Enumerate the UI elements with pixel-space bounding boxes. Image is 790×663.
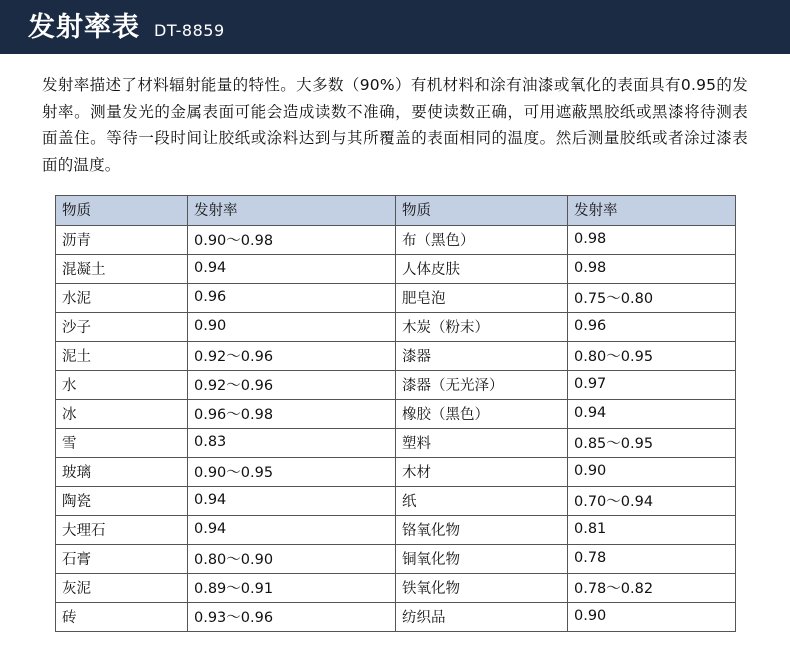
cell-emissivity-2: 0.94 <box>568 399 736 428</box>
cell-emissivity-1: 0.83 <box>188 428 396 457</box>
cell-material-1: 混凝土 <box>56 254 188 283</box>
cell-emissivity-1: 0.90～0.98 <box>188 225 396 254</box>
table-row <box>56 515 736 544</box>
column-header-emissivity-1: 发射率 <box>188 195 396 225</box>
cell-material-1: 大理石 <box>56 515 188 544</box>
cell-emissivity-2: 0.78～0.82 <box>568 573 736 602</box>
cell-material-1: 玻璃 <box>56 457 188 486</box>
cell-material-2: 漆器（无光泽） <box>396 370 568 399</box>
cell-emissivity-1: 0.94 <box>188 515 396 544</box>
cell-material-1: 冰 <box>56 399 188 428</box>
cell-material-2: 木材 <box>396 457 568 486</box>
table-row <box>56 341 736 370</box>
page-header <box>0 0 790 54</box>
cell-material-1: 泥土 <box>56 341 188 370</box>
cell-material-2: 铁氧化物 <box>396 573 568 602</box>
cell-emissivity-1: 0.89～0.91 <box>188 573 396 602</box>
cell-material-1: 沙子 <box>56 312 188 341</box>
cell-material-2: 人体皮肤 <box>396 254 568 283</box>
cell-material-1: 砖 <box>56 602 188 631</box>
cell-material-1: 水 <box>56 370 188 399</box>
table-row <box>56 254 736 283</box>
page-title: 发射率表 <box>28 11 140 43</box>
cell-emissivity-1: 0.80～0.90 <box>188 544 396 573</box>
cell-emissivity-1: 0.90 <box>188 312 396 341</box>
table-header-row-group <box>56 195 736 225</box>
cell-material-2: 橡胶（黑色） <box>396 399 568 428</box>
cell-emissivity-1: 0.92～0.96 <box>188 341 396 370</box>
table-row <box>56 370 736 399</box>
intro-paragraph: 发射率描述了材料辐射能量的特性。大多数（90%）有机材料和涂有油漆或氧化的表面具有0.95的发射率。测量发光的金属表面可能会造成读数不准确，要使读数正确，可用遮蔽黑胶纸或黑漆将待测表面盖住。等待一段时间让胶纸或涂料达到与其所覆盖的表面相同的温度。然后测量胶纸或者涂过漆表面的温度。 <box>42 76 748 174</box>
emissivity-table <box>55 195 736 632</box>
table-row <box>56 602 736 631</box>
cell-emissivity-2: 0.81 <box>568 515 736 544</box>
cell-material-1: 灰泥 <box>56 573 188 602</box>
table-row <box>56 544 736 573</box>
table-row <box>56 312 736 341</box>
cell-material-1: 雪 <box>56 428 188 457</box>
cell-emissivity-1: 0.94 <box>188 486 396 515</box>
cell-material-2: 铜氧化物 <box>396 544 568 573</box>
cell-emissivity-2: 0.96 <box>568 312 736 341</box>
cell-emissivity-2: 0.85～0.95 <box>568 428 736 457</box>
cell-emissivity-2: 0.98 <box>568 225 736 254</box>
model-number: DT-8859 <box>154 20 225 40</box>
table-row <box>56 399 736 428</box>
cell-material-2: 肥皂泡 <box>396 283 568 312</box>
cell-emissivity-1: 0.96 <box>188 283 396 312</box>
column-header-material-2: 物质 <box>396 195 568 225</box>
table-row <box>56 283 736 312</box>
table-header-row <box>56 195 736 225</box>
cell-emissivity-1: 0.96～0.98 <box>188 399 396 428</box>
column-header-material-1: 物质 <box>56 195 188 225</box>
cell-material-1: 沥青 <box>56 225 188 254</box>
table-row <box>56 428 736 457</box>
cell-emissivity-1: 0.94 <box>188 254 396 283</box>
emissivity-table-wrapper <box>55 195 735 632</box>
cell-emissivity-2: 0.98 <box>568 254 736 283</box>
table-row <box>56 225 736 254</box>
table-row <box>56 573 736 602</box>
column-header-emissivity-2: 发射率 <box>568 195 736 225</box>
cell-material-2: 纺织品 <box>396 602 568 631</box>
cell-emissivity-2: 0.90 <box>568 457 736 486</box>
cell-emissivity-1: 0.92～0.96 <box>188 370 396 399</box>
cell-emissivity-2: 0.70～0.94 <box>568 486 736 515</box>
cell-emissivity-2: 0.90 <box>568 602 736 631</box>
cell-material-1: 水泥 <box>56 283 188 312</box>
cell-material-2: 铬氧化物 <box>396 515 568 544</box>
table-row <box>56 486 736 515</box>
cell-material-1: 陶瓷 <box>56 486 188 515</box>
cell-emissivity-2: 0.80～0.95 <box>568 341 736 370</box>
cell-material-2: 纸 <box>396 486 568 515</box>
cell-material-2: 塑料 <box>396 428 568 457</box>
cell-emissivity-1: 0.93～0.96 <box>188 602 396 631</box>
cell-emissivity-1: 0.90～0.95 <box>188 457 396 486</box>
cell-material-1: 石膏 <box>56 544 188 573</box>
cell-emissivity-2: 0.78 <box>568 544 736 573</box>
table-row <box>56 457 736 486</box>
cell-emissivity-2: 0.75～0.80 <box>568 283 736 312</box>
cell-material-2: 漆器 <box>396 341 568 370</box>
cell-material-2: 木炭（粉末） <box>396 312 568 341</box>
cell-material-2: 布（黑色） <box>396 225 568 254</box>
table-body <box>56 225 736 631</box>
cell-emissivity-2: 0.97 <box>568 370 736 399</box>
